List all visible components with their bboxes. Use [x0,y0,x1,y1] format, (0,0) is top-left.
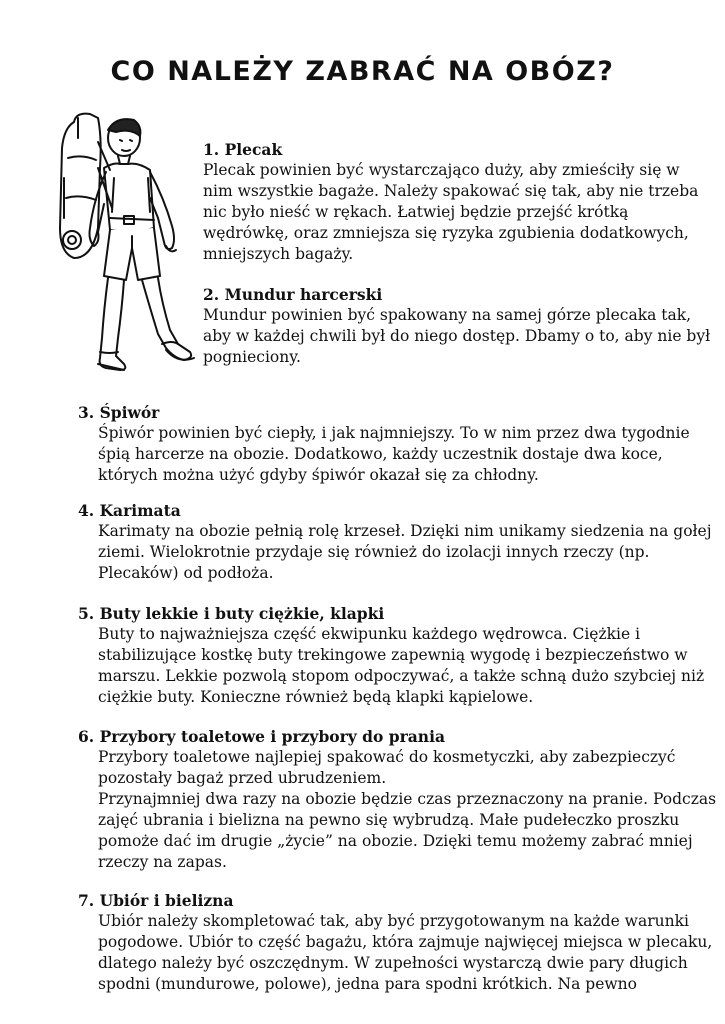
text-line: pozostały bagaż przed ubrudzeniem. [98,769,387,787]
text-line: Karimaty na obozie pełnią rolę krzeseł. Dzięki nim unikamy siedzenia na gołej [98,522,712,540]
scout-hiker-illustration [54,108,204,383]
text-line: Przynajmniej dwa razy na obozie będzie czas przeznaczony na pranie. Podczas [98,790,717,808]
text-line: ziemi. Wielokrotnie przydaje się również do izolacji innych rzeczy (np. [98,543,650,561]
section-body [203,305,711,368]
text-line: śpią harcerze na obozie. Dodatkowo, każdy uczestnik dostaje dwa koce, [98,445,663,463]
text-line: Plecak powinien być wystarczająco duży, aby zmieściły się w [203,161,680,179]
text-line: wędrówkę, oraz zmniejsza się ryzyka zgubienia dodatkowych, [203,224,689,242]
section-mundur [203,284,711,368]
section-buty [78,603,705,708]
section-heading: 1. Plecak [203,140,283,159]
text-line: dlatego należy być oszczędnym. W zupełności wystarczą dwie pary długich [98,954,688,972]
text-line: mniejszych bagaży. [203,245,354,263]
text-line: Śpiwór powinien być ciepły, i jak najmniejszy. To w nim przez dwa tygodnie [98,424,690,442]
text-line: stabilizujące kostkę buty trekingowe zapewnią wygodę i bezpieczeństwo w [98,646,688,664]
section-body [78,521,712,584]
text-line: nim wszystkie bagaże. Należy spakować się tak, aby nie trzeba [203,182,699,200]
page-title: CO NALEŻY ZABRAĆ NA OBÓZ? [110,56,615,87]
section-body [78,911,713,995]
section-body [78,624,705,708]
section-spiwor [78,402,690,486]
section-body [78,747,717,873]
section-body [78,423,690,486]
section-heading: 7. Ubiór i bielizna [78,891,234,910]
text-line: Buty to najważniejsza część ekwipunku każdego wędrowca. Ciężkie i [98,625,641,643]
text-line: Przybory toaletowe najlepiej spakować do kosmetyczki, aby zabezpieczyć [98,748,676,766]
section-plecak [203,139,699,265]
section-heading: 6. Przybory toaletowe i przybory do prania [78,727,446,746]
section-karimata [78,500,712,584]
text-line: pomoże dać im drugie „życie” na obozie. Dzięki temu możemy zabrać mniej [98,832,693,850]
text-line: rzeczy na zapas. [98,853,227,871]
text-line: marszu. Lekkie pozwolą stopom odpoczywać, a także schną dużo szybciej niż [98,667,705,685]
text-line: pogodowe. Ubiór to część bagażu, która zajmuje najwięcej miejsca w plecaku, [98,933,713,951]
section-heading: 5. Buty lekkie i buty ciężkie, klapki [78,604,385,623]
text-line: ciężkie buty. Konieczne również będą klapki kąpielowe. [98,688,534,706]
section-ubior [78,890,713,995]
text-line: pognieciony. [203,348,301,366]
section-heading: 4. Karimata [78,501,181,520]
text-line: spodni (mundurowe, polowe), jedna para spodni krótkich. Na pewno [98,975,637,993]
text-line: nic było nieść w rękach. Łatwiej będzie przejść krótką [203,203,629,221]
section-przybory [78,726,717,873]
text-line: Mundur powinien być spakowany na samej górze plecaka tak, [203,306,692,324]
text-line: zajęć ubrania i bielizna na pewno się wybrudzą. Małe pudełeczko proszku [98,811,680,829]
text-line: aby w każdej chwili był do niego dostęp. Dbamy o to, aby nie był [203,327,711,345]
section-body [203,160,699,265]
text-line: Ubiór należy skompletować tak, aby być przygotowanym na każde warunki [98,912,689,930]
section-heading: 2. Mundur harcerski [203,285,383,304]
text-line: Plecaków) od podłoża. [98,564,274,582]
text-line: których można użyć gdyby śpiwór okazał się za chłodny. [98,466,539,484]
section-heading: 3. Śpiwór [78,403,160,422]
